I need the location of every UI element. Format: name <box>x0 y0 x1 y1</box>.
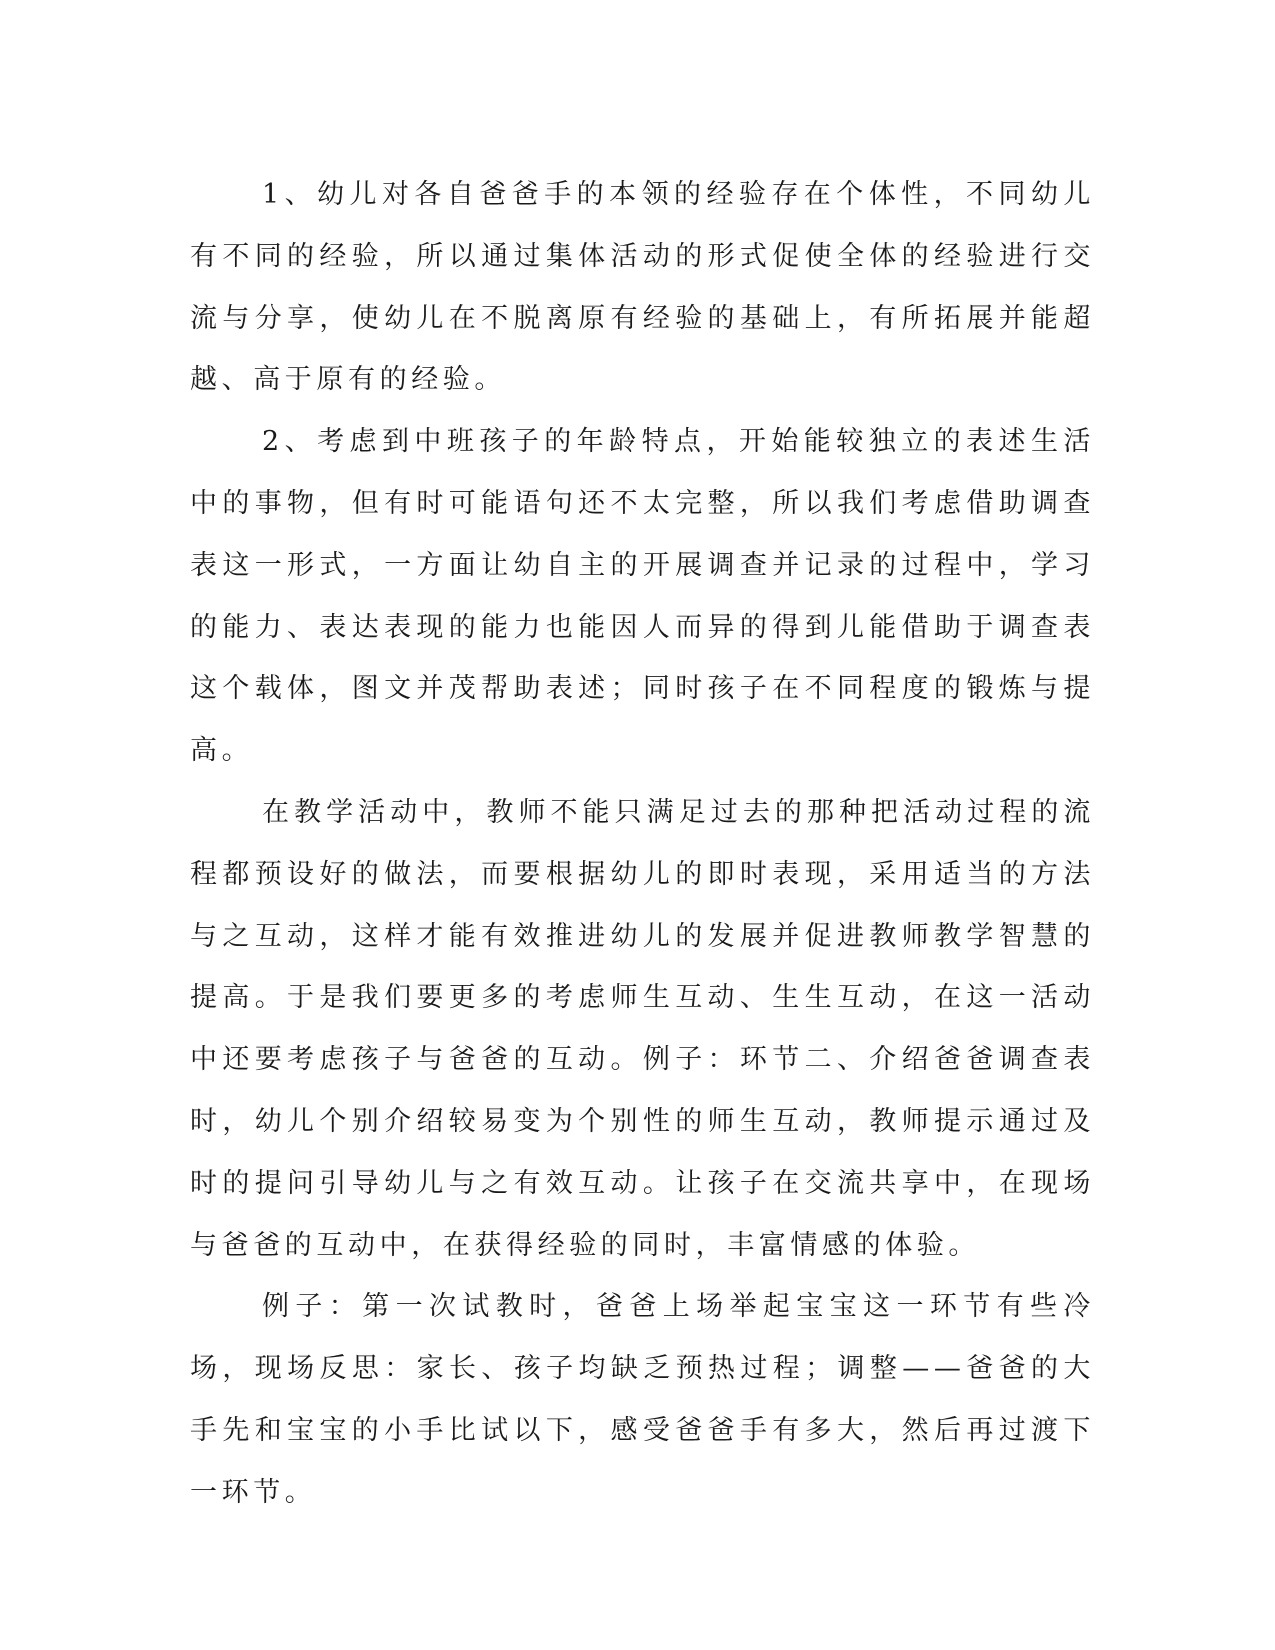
paragraph-4: 例子：第一次试教时，爸爸上场举起宝宝这一环节有些冷场，现场反思：家长、孩子均缺乏预热过程；调整——爸爸的大手先和宝宝的小手比试以下，感受爸爸手有多大，然后再过渡下一环节。 <box>190 1291 1095 1508</box>
document-body <box>190 164 1095 1524</box>
paragraph-3: 在教学活动中，教师不能只满足过去的那种把活动过程的流程都预设好的做法，而要根据幼儿的即时表现，采用适当的方法与之互动，这样才能有效推进幼儿的发展并促进教师教学智慧的提高。于是我们要更多的考虑师生互动、生生互动，在这一活动中还要考虑孩子与爸爸的互动。例子：环节二、介绍爸爸调查表时，幼儿个别介绍较易变为个别性的师生互动，教师提示通过及时的提问引导幼儿与之有效互动。让孩子在交流共享中，在现场与爸爸的互动中，在获得经验的同时，丰富情感的体验。 <box>190 796 1095 1261</box>
paragraph-2: 2、考虑到中班孩子的年龄特点，开始能较独立的表述生活中的事物，但有时可能语句还不太完整，所以我们考虑借助调查表这一形式，一方面让幼自主的开展调查并记录的过程中，学习的能力、表达表现的能力也能因人而异的得到儿能借助于调查表这个载体，图文并茂帮助表述；同时孩子在不同程度的锻炼与提高。 <box>190 426 1095 767</box>
paragraph-1: 1、幼儿对各自爸爸手的本领的经验存在个体性，不同幼儿有不同的经验，所以通过集体活动的形式促使全体的经验进行交流与分享，使幼儿在不脱离原有经验的基础上，有所拓展并能超越、高于原有的经验。 <box>190 179 1095 396</box>
